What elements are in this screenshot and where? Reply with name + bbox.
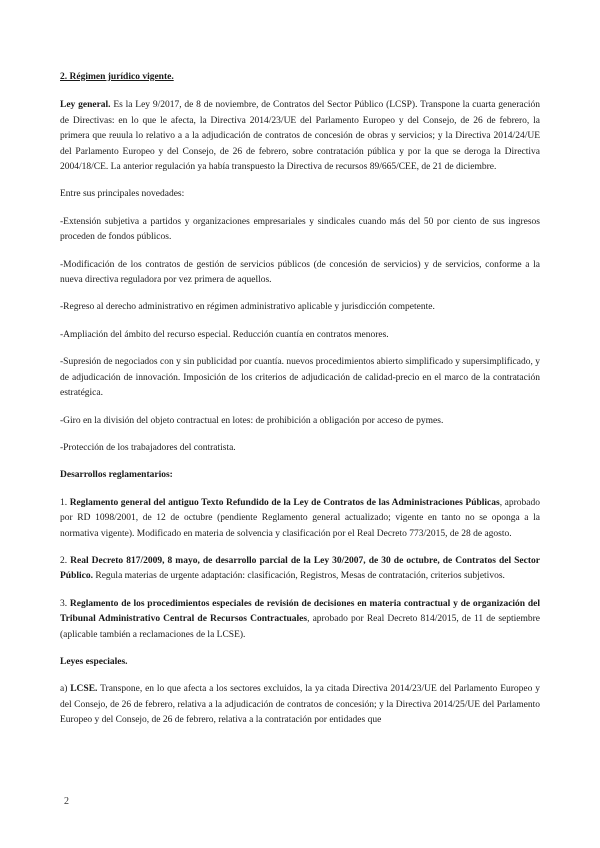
leyes-heading: Leyes especiales.	[60, 656, 128, 667]
ley-text: Transpone, en lo que afecta a los sectores excluidos, la ya citada Directiva 2014/23/UE del Parlamento Europeo y del Consejo, de 26 de febrero, relativa a la adjudicación de contratos de concesión; y la Directiva 2014/25/UE del Parlamento Europeo y del Consejo, de 26 de febrero, relativa a la contratación por entidades que	[60, 684, 540, 726]
ley-prefix: a)	[60, 684, 71, 695]
desarrollo-title: Reglamento general del antiguo Texto Refundido de la Ley de Contratos de las Administraciones Públicas	[69, 497, 500, 508]
novedades-intro: Entre sus principales novedades:	[60, 189, 185, 200]
desarrollo-item	[60, 597, 540, 643]
ley-general-text: Es la Ley 9/2017, de 8 de noviembre, de Contratos del Sector Público (LCSP). Transpone la cuarta generación de Directivas: en lo que le afecta, la Directiva 2014/23/UE del Parlamento Europeo y del Consejo, de 26 de febrero, la primera que reuula lo relativo a a la adjudicación de contratos de concesión de obras y servicios; y la Directiva 2014/24/UE del Parlamento Europeo y del Consejo, de 26 de febrero, sobre contratación pública y por la que se deroga la Directiva 2004/18/CE. La anterior regulación ya había transpuesto la Directiva de recursos 89/665/CEE, de 21 de diciembre.	[60, 100, 540, 173]
novedad-item: -Ampliación del ámbito del recurso especial. Reducción cuantía en contratos menores.	[60, 329, 389, 340]
desarrollo-text: Regula materias de urgente adaptación: clasificación, Registros, Mesas de contratación, criterios subjetivos.	[93, 571, 505, 582]
ley-general-label: Ley general.	[60, 100, 111, 111]
desarrollo-item	[60, 496, 540, 542]
novedad-item: -Protección de los trabajadores del contratista.	[60, 442, 236, 453]
desarrollo-prefix: 1.	[60, 497, 70, 508]
desarrollo-prefix: 2.	[60, 555, 71, 566]
page-number: 2	[64, 796, 69, 807]
ley-especial-item	[60, 682, 540, 728]
novedad-item: -Regreso al derecho administrativo en régimen administrativo aplicable y jurisdicción competente.	[60, 302, 435, 313]
desarrollos-heading: Desarrollos reglamentarios:	[60, 470, 173, 481]
desarrollo-prefix: 3.	[60, 598, 70, 609]
novedad-item: -Extensión subjetiva a partidos y organizaciones empresariales y sindicales cuando más del 50 por ciento de sus ingresos proceden de fondos públicos.	[60, 216, 540, 243]
desarrollo-text: , aprobado por Real Decreto 814/2015, de 11 de septiembre (aplicable también a reclamaciones de la LCSE).	[60, 614, 540, 640]
document-page	[60, 70, 540, 741]
ley-general-paragraph	[60, 98, 540, 175]
desarrollo-text: , aprobado por RD 1098/2001, de 12 de octubre (pendiente Reglamento general actualizado; vigente en tanto no se oponga a la normativa vigente). Modificado en materia de solvencia y clasificación por el Real Decreto 773/2015, de 28 de agosto.	[60, 497, 540, 539]
novedad-item: -Giro en la división del objeto contractual en lotes: de prohibición a obligación por acceso de pymes.	[60, 415, 444, 426]
novedad-item: -Modificación de los contratos de gestión de servicios públicos (de concesión de servicios) y de servicios, conforme a la nueva directiva reguladora por vez primera de aquellos.	[60, 259, 540, 286]
novedad-item: -Supresión de negociados con y sin publicidad por cuantía. nuevos procedimientos abierto simplificado y supersimplificado, y de adjudicación de innovación. Imposición de los criterios de adjudicación de calidad-precio en el marco de la contratación estratégica.	[60, 357, 540, 399]
desarrollo-title: Reglamento de los procedimientos especiales de revisión de decisiones en materia contractual y de organización del Tribunal Administrativo Central de Recursos Contractuales	[60, 598, 540, 625]
desarrollo-item	[60, 554, 540, 585]
desarrollo-title: Real Decreto 817/2009, 8 mayo, de desarrollo parcial de la Ley 30/2007, de 30 de octubre, de Contratos del Sector Público.	[60, 555, 540, 582]
ley-title: LCSE.	[70, 684, 98, 695]
section-title: 2. Régimen jurídico vigente.	[60, 72, 174, 82]
